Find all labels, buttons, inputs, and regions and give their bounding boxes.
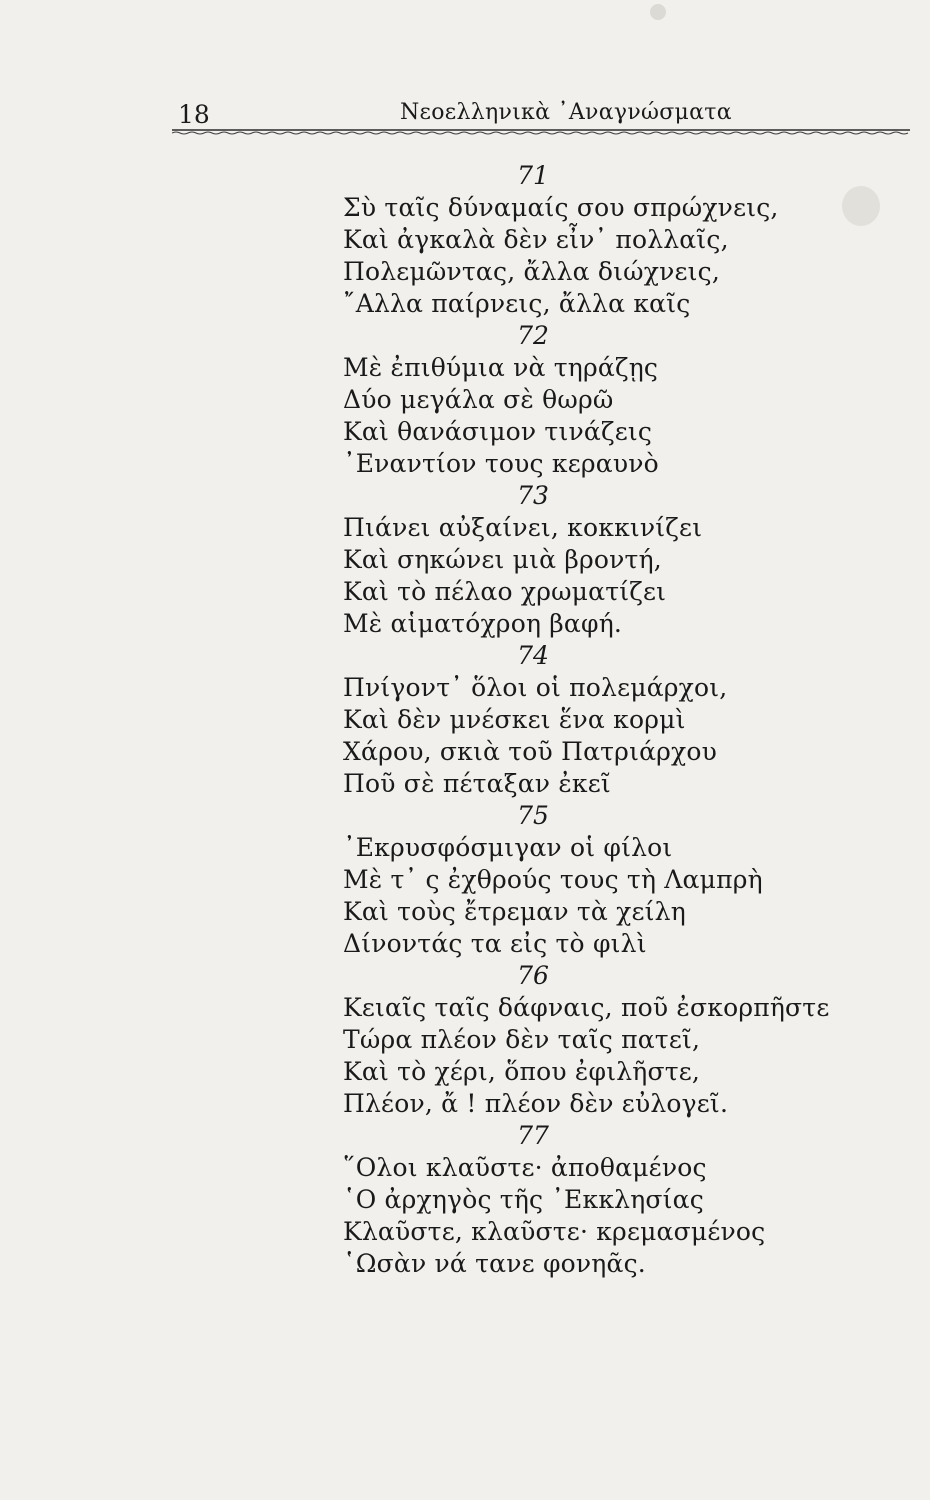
verse-line: Δύο μεγάλα σὲ θωρῶ	[343, 385, 614, 414]
verse-line: ᾿Εκρυσφόσμιγαν οἱ φίλοι	[343, 833, 673, 862]
verse-line: ᾿Εναντίον τους κεραυνὸ	[343, 449, 659, 478]
stanza-number: 71	[517, 161, 549, 190]
stanza	[343, 480, 863, 640]
verse-line: Καὶ τὸ χέρι, ὅπου ἐφιλῆστε,	[343, 1057, 701, 1086]
verse-line: Σὺ ταῖς δύναμαίς σου σπρώχνεις,	[343, 193, 779, 222]
stanza-number: 72	[517, 321, 549, 350]
verse-line: Μὲ ἐπιθύμια νὰ τηράζῃς	[343, 353, 659, 382]
verse-line: Καὶ σηκώνει μιὰ βροντή,	[343, 545, 662, 574]
verse-line: Πλέον, ἄ ! πλέον δὲν εὐλογεῖ.	[343, 1089, 729, 1118]
verse-line: Μὲ τ᾿ ς ἐχθρούς τους τὴ Λαμπρὴ	[343, 865, 763, 894]
stanza-number: 77	[517, 1121, 549, 1150]
stanza	[343, 960, 863, 1120]
verse-line: ῾Ο ἀρχηγὸς τῆς ᾿Εκκλησίας	[343, 1185, 704, 1214]
stanza-number: 76	[517, 961, 549, 990]
running-title: Νεοελληνικὰ ᾿Αναγνώσματα	[400, 100, 732, 125]
verse-line: Χάρου, σκιὰ τοῦ Πατριάρχου	[343, 737, 718, 766]
page-number: 18	[178, 100, 210, 129]
verse-line: Πολεμῶντας, ἄλλα διώχνεις,	[343, 257, 720, 286]
verse-line: ῞Ολοι κλαῦστε· ἀποθαμένος	[343, 1153, 707, 1182]
stanza-number: 75	[517, 801, 549, 830]
verse-line: Δίνοντάς τα εἰς τὸ φιλὶ	[343, 929, 647, 958]
stanza	[343, 320, 863, 480]
stanza	[343, 1120, 863, 1280]
verse-line: Πιάνει αὐξαίνει, κοκκινίζει	[343, 513, 703, 542]
verse-line: Πνίγοντ᾿ ὅλοι οἱ πολεμάρχοι,	[343, 673, 728, 702]
stanza	[343, 640, 863, 800]
verse-line: Ποῦ σὲ πέταξαν ἐκεῖ	[343, 769, 611, 798]
verse-line: Μὲ αἱματόχροη βαφή.	[343, 609, 623, 638]
verse-line: Καὶ τοὺς ἔτρεμαν τὰ χείλη	[343, 897, 686, 926]
verse-line: ῎Αλλα παίρνεις, ἄλλα καῖς	[343, 289, 691, 318]
verse-line: Καὶ δὲν μνέσκει ἕνα κορμὶ	[343, 705, 686, 734]
verse-line: Καὶ τὸ πέλαο χρωματίζει	[343, 577, 667, 606]
stanza-number: 74	[517, 641, 549, 670]
verse-line: Κειαῖς ταῖς δάφναις, ποῦ ἐσκορπῆστε	[343, 993, 830, 1022]
stanza	[343, 160, 863, 320]
stanza-number: 73	[517, 481, 549, 510]
verse-line: Καὶ ἀγκαλὰ δὲν εἶν᾿ πολλαῖς,	[343, 225, 729, 254]
paper-stain	[650, 4, 666, 20]
header-rule	[172, 126, 910, 136]
verse-line: Τώρα πλέον δὲν ταῖς πατεῖ,	[343, 1025, 701, 1054]
stanza	[343, 800, 863, 960]
verse-line: Κλαῦστε, κλαῦστε· κρεμασμένος	[343, 1217, 766, 1246]
verse-line: ῾Ωσὰν νά τανε φονηᾶς.	[343, 1249, 646, 1278]
poem-body	[343, 160, 863, 1280]
verse-line: Καὶ θανάσιμον τινάζεις	[343, 417, 653, 446]
